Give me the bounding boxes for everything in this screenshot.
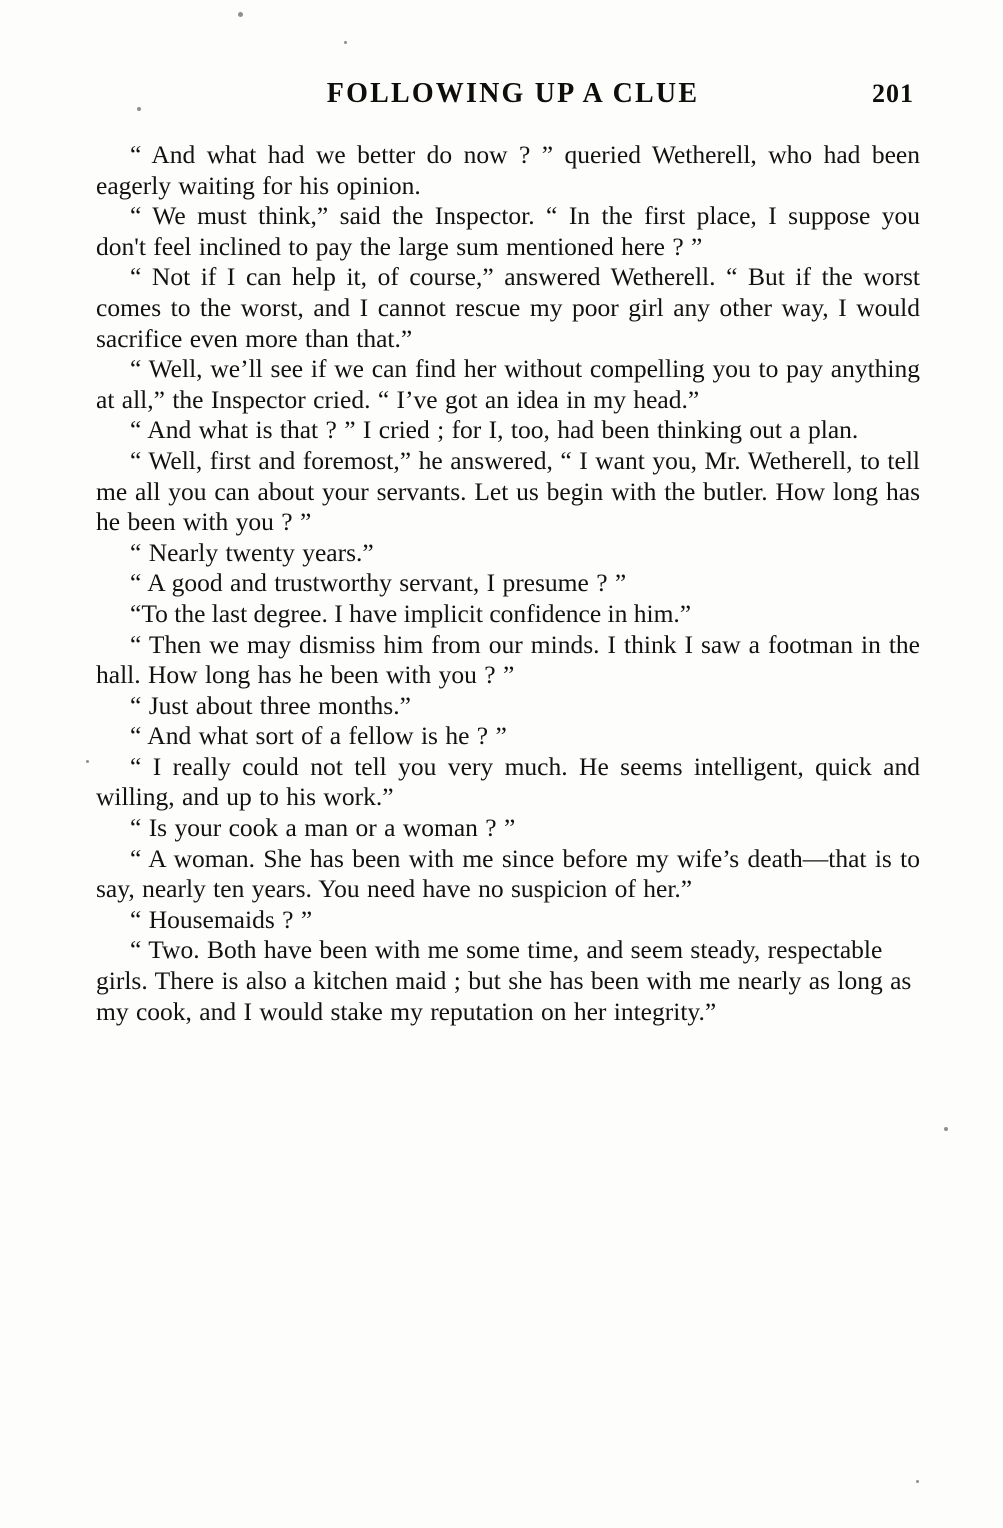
page-header	[96, 78, 914, 110]
paragraph: “ Well, first and foremost,” he answered, “ I want you, Mr. Wetherell, to tell me all you can about your servants. Let us begin with the butler. How long has he been with you ? ”	[96, 445, 920, 537]
paragraph: “ A woman. She has been with me since before my wife’s death—that is to say, nearly ten years. You need have no suspicion of her.”	[96, 843, 920, 904]
paragraph: “ And what had we better do now ? ” queried Wetherell, who had been eagerly waiting for his opinion.	[96, 140, 920, 200]
paragraph: “ A good and trustworthy servant, I presume ? ”	[130, 568, 627, 598]
paragraph: “ Well, we’ll see if we can find her without compelling you to pay anything at all,” the Inspector cried. “ I’ve got an idea in my head.”	[96, 354, 920, 414]
paragraph: “ And what sort of a fellow is he ? ”	[130, 721, 507, 751]
paragraph: “ Nearly twenty years.”	[130, 537, 374, 567]
paragraph: “ Just about three months.”	[130, 690, 411, 720]
scan-speck	[86, 760, 89, 763]
scan-speck	[238, 12, 243, 17]
paragraph: “ Two. Both have been with me some time, and seem steady, respectable girls. There is also a kitchen maid ; but she has been with me nearly as long as my cook, and I would stake my reputation on her integrity.”	[96, 935, 912, 1026]
scan-speck	[916, 1480, 919, 1483]
paragraph: “ Not if I can help it, of course,” answered Wetherell. “ But if the worst comes to the worst, and I cannot rescue my poor girl any other way, I would sacrifice even more than that.”	[96, 262, 920, 353]
page-number: 201	[872, 79, 914, 108]
scan-speck	[344, 41, 347, 44]
paragraph: “ Then we may dismiss him from our minds. I think I saw a footman in the hall. How long has he been with you ? ”	[96, 629, 920, 690]
paragraph: “ Is your cook a man or a woman ? ”	[130, 813, 516, 843]
body-text	[96, 140, 920, 1027]
paragraph: “ I really could not tell you very much. He seems intelligent, quick and willing, and up to his work.”	[96, 751, 920, 812]
paragraph: “ And what is that ? ” I cried ; for I, too, had been thinking out a plan.	[130, 415, 859, 445]
paragraph: “To the last degree. I have implicit confidence in him.”	[130, 598, 692, 628]
paragraph: “ We must think,” said the Inspector. “ In the first place, I suppose you don't feel inclined to pay the large sum mentioned here ? ”	[96, 201, 920, 261]
paragraph: “ Housemaids ? ”	[130, 904, 313, 934]
running-title: FOLLOWING UP A CLUE	[326, 78, 700, 109]
scan-speck	[944, 1127, 948, 1131]
